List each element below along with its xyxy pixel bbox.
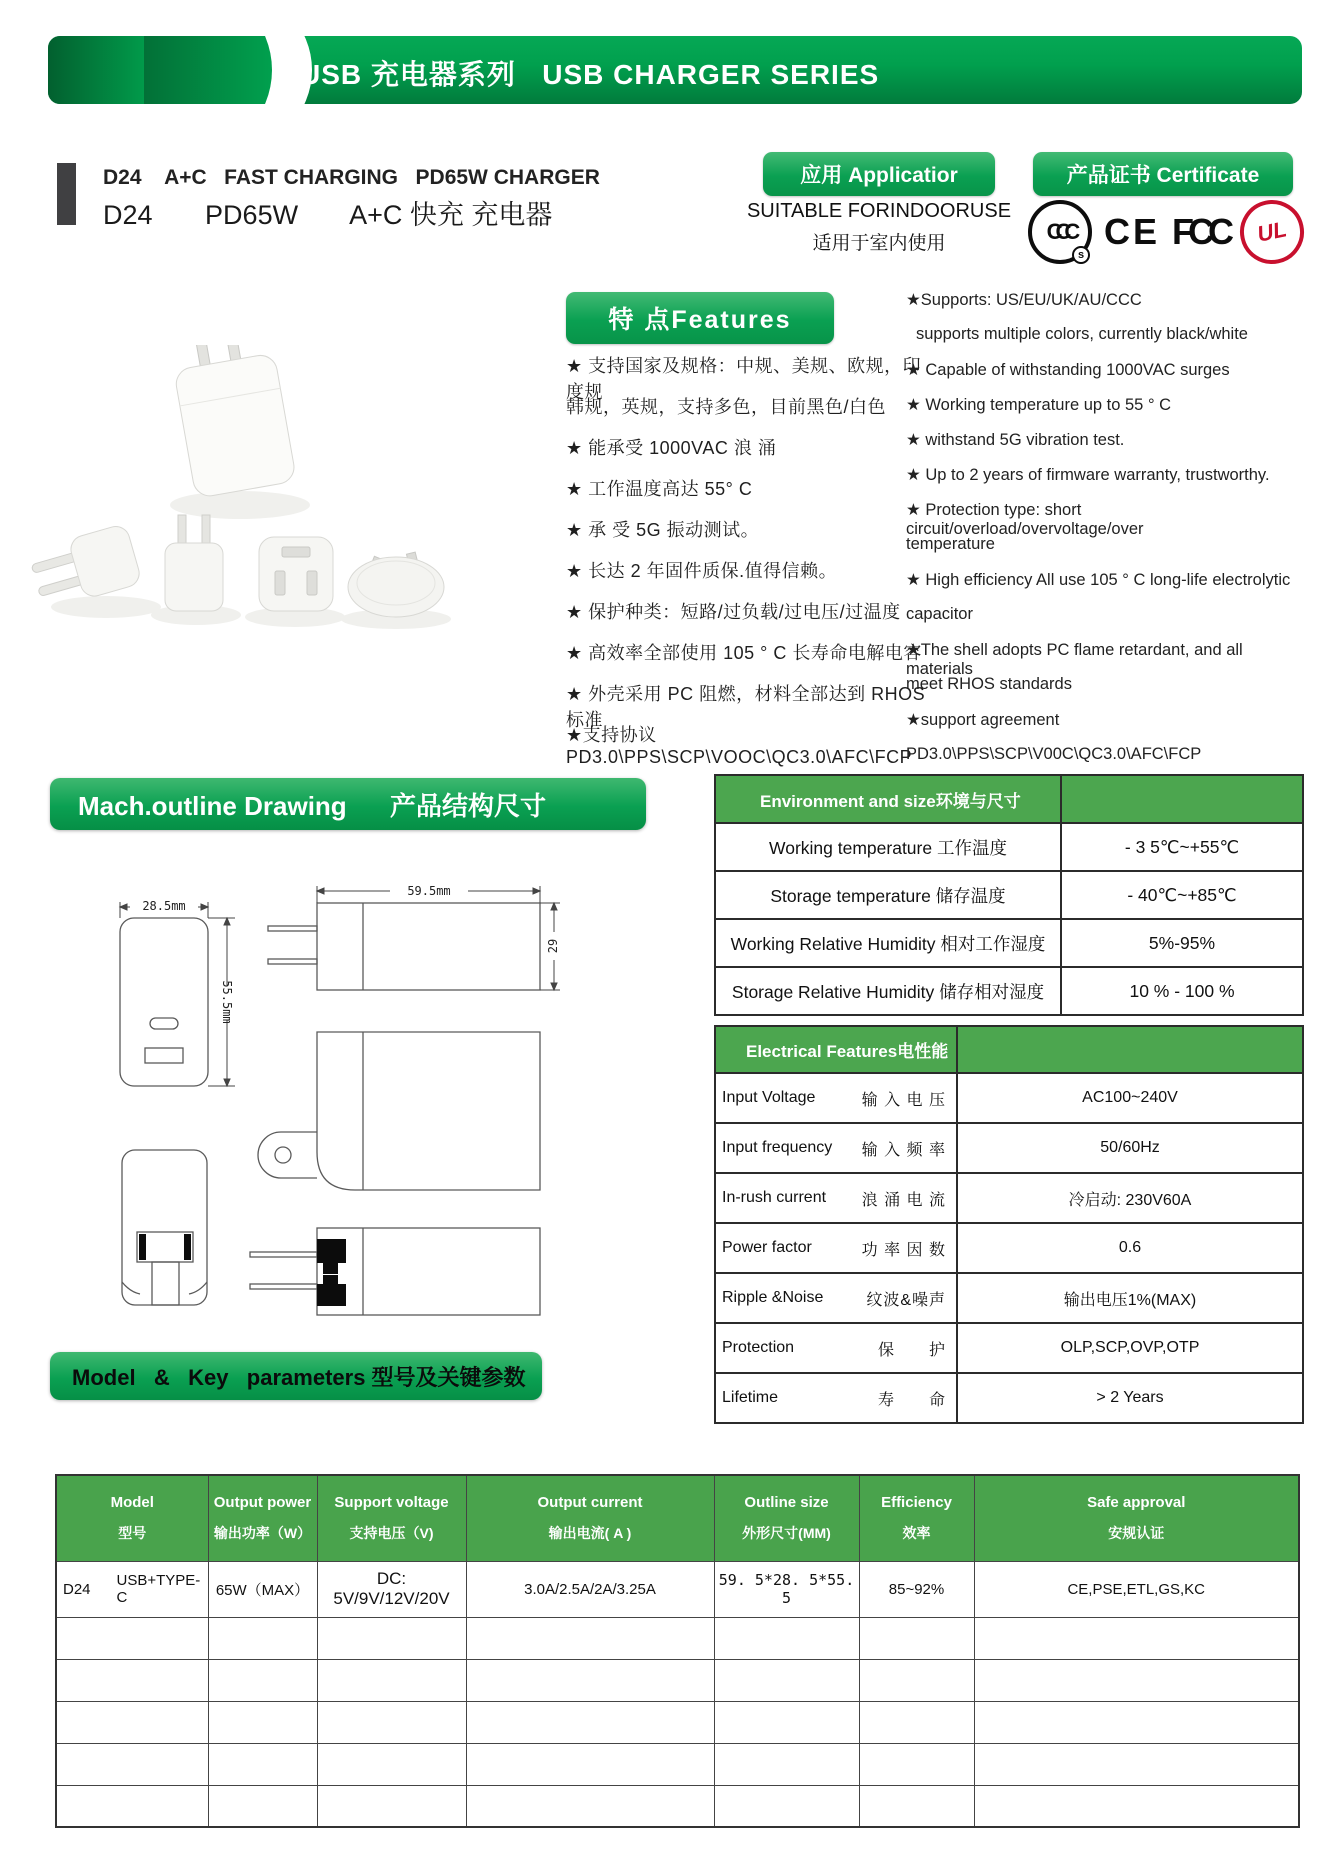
env-label: Storage Relative Humidity 储存相对湿度 [715,967,1061,1015]
empty-cell [859,1701,974,1743]
outline-drawing [90,880,595,1350]
table-row [715,1273,1303,1323]
product-title-zh: D24 PD65W A+C 快充 充电器 [103,200,553,230]
empty-cell [317,1617,466,1659]
elec-label-zh: 保 护 [877,1341,946,1359]
feature-zh-line: ★ 保护种类：短路/过负载/过电压/过温度 [566,602,901,622]
col-header-model [56,1475,208,1561]
dim-thickness-label: 29 [546,938,560,954]
feature-en-line: ★Supports: US/EU/UK/AU/CCC [906,291,1142,309]
ccc-mark-icon [1028,200,1092,264]
table-row [715,1026,1303,1073]
application-badge: 应用 Applicatior [763,152,995,196]
col-header-outline-size [714,1475,859,1561]
empty-cell [317,1785,466,1827]
empty-cell [974,1617,1299,1659]
table-row [715,775,1303,823]
elec-label-zh: 纹波&噪声 [866,1291,946,1309]
feature-zh-line: ★ 高效率全部使用 105 ° C 长寿命电解电容 [566,643,922,663]
feature-zh-line: ★ 长达 2 年固件质保.值得信赖。 [566,561,838,581]
ccc-label: CCC [1046,219,1074,244]
usb-a-port [145,1048,183,1063]
environment-table-title-spacer [1061,775,1303,823]
elec-label-en: Input Voltage [722,1089,816,1106]
feature-zh-line: 韩规，英规，支持多色，目前黑色/白色 [566,397,886,417]
feature-en-line: ★ Protection type: short circuit/overload/overvoltage/over [906,501,1144,538]
empty-cell [56,1743,208,1785]
feature-zh-line: ★支持协议 PD3.0\PPS\SCP\VOOC\QC3.0\AFC\FCP [566,725,913,767]
features-badge: 特 点Features [566,292,834,344]
col-header-en: Support voltage [334,1493,449,1511]
page-title: USB 充电器系列 USB CHARGER SERIES [300,59,880,90]
elec-value: 冷启动: 230V60A [957,1173,1303,1223]
table-row [715,1223,1303,1273]
table-row [715,1373,1303,1423]
elec-label-en: Protection [722,1339,795,1356]
elec-label [715,1323,957,1373]
feature-zh-line: ★ 承 受 5G 振动测试。 [566,520,760,540]
dim-depth-label: 59.5mm [407,884,451,898]
table-row [715,1073,1303,1123]
elec-label [715,1223,957,1273]
empty-row [56,1701,1299,1743]
empty-cell [714,1743,859,1785]
empty-cell [208,1785,317,1827]
elec-label-en: Lifetime [722,1389,779,1406]
model-cell-efficiency: 85~92% [859,1561,974,1617]
outline-drawing-banner: Mach.outline Drawing 产品结构尺寸 [50,778,646,830]
col-header-zh: 输出电流( A ) [548,1524,632,1541]
empty-cell [466,1617,714,1659]
model-cell-power: 65W（MAX） [208,1561,317,1617]
ul-mark-icon: UL [1234,194,1310,270]
col-header-zh: 外形尺寸(MM) [742,1524,831,1541]
feature-zh-line: ★ 工作温度高达 55° C [566,479,753,499]
folding-pin [258,1132,317,1178]
empty-cell [466,1785,714,1827]
feature-en-line: meet RHOS standards [906,675,1072,693]
empty-cell [466,1743,714,1785]
product-photo [18,345,458,640]
empty-cell [208,1701,317,1743]
feature-zh-line: ★ 能承受 1000VAC 浪 涌 [566,438,777,458]
col-header-en: Output power [213,1493,312,1511]
empty-cell [56,1785,208,1827]
col-header-en: Output current [537,1493,643,1511]
feature-en-line: ★ Up to 2 years of firmware warranty, trustworthy. [906,466,1270,484]
environment-table [714,774,1304,1016]
empty-cell [714,1701,859,1743]
env-value: - 40℃~+85℃ [1061,871,1303,919]
elec-value: 0.6 [957,1223,1303,1273]
empty-cell [208,1659,317,1701]
model-ports: USB+TYPE-C [116,1572,201,1606]
empty-cell [466,1701,714,1743]
model-cell-size: 59. 5*28. 5*55. 5 [714,1561,859,1617]
model-cell-voltage: DC: 5V/9V/12V/20V [317,1561,466,1617]
round-plug [348,552,444,617]
elec-value: AC100~240V [957,1073,1303,1123]
empty-cell [56,1659,208,1701]
charger-body [169,345,296,499]
feature-zh-line: ★ 支持国家及规格：中规、美规、欧规，印度规 [566,356,922,402]
empty-cell [714,1659,859,1701]
elec-label-zh: 输 入 频 率 [861,1141,946,1159]
elec-label [715,1173,957,1223]
front-view [120,918,208,1086]
elec-label-zh: 寿 命 [877,1391,946,1409]
feature-en-line: PD3.0\PPS\SCP\V00C\QC3.0\AFC\FCP [906,745,1202,763]
elec-label-en: Ripple &Noise [722,1289,824,1306]
application-note-zh: 适用于室内使用 [812,233,946,254]
elec-label-en: Power factor [722,1239,812,1256]
model-cell-model [56,1561,208,1617]
empty-cell [466,1659,714,1701]
col-header-zh: 输出功率（W） [213,1524,312,1541]
empty-cell [859,1659,974,1701]
model-data-row [56,1561,1299,1617]
empty-cell [317,1743,466,1785]
certification-marks [1028,198,1304,266]
feature-en-line: ★ withstand 5G vibration test. [906,431,1125,449]
elec-label [715,1073,957,1123]
elec-label-en: In-rush current [722,1189,827,1206]
empty-cell [974,1743,1299,1785]
table-row [715,1173,1303,1223]
feature-en-line: ★ Capable of withstanding 1000VAC surges [906,361,1230,379]
empty-cell [974,1659,1299,1701]
env-value: - 3 5℃~+55℃ [1061,823,1303,871]
title-accent-bar [57,163,76,225]
elec-value: > 2 Years [957,1373,1303,1423]
elec-label [715,1273,957,1323]
empty-row [56,1785,1299,1827]
model-parameters-banner: Model & Key parameters 型号及关键参数 [50,1352,542,1400]
table-row [715,1323,1303,1373]
table-row [715,823,1303,871]
empty-cell [974,1701,1299,1743]
elec-label [715,1123,957,1173]
side-view-top [317,903,540,990]
fcc-mark-icon: FCC [1171,211,1228,252]
dim-height-label: 55.5mm [220,980,234,1024]
environment-table-title: Environment and size环境与尺寸 [715,775,1061,823]
product-title-en: D24 A+C FAST CHARGING PD65W CHARGER [103,166,600,189]
empty-cell [974,1785,1299,1827]
empty-cell [714,1617,859,1659]
ccc-sub-label: s [1072,246,1090,264]
us-plug [165,515,223,611]
elec-value: 输出电压1%(MAX) [957,1273,1303,1323]
electrical-table-title: Electrical Features电性能 [715,1026,957,1073]
model-table [55,1474,1300,1828]
col-header-en: Outline size [744,1493,829,1511]
empty-cell [208,1617,317,1659]
table-row [715,967,1303,1015]
elec-label-en: Input frequency [722,1139,833,1156]
env-label: Working temperature 工作温度 [715,823,1061,871]
ce-mark-icon: CE [1103,211,1160,252]
elec-label-zh: 输 入 电 压 [861,1091,946,1109]
feature-en-line: ★The shell adopts PC flame retardant, and all materials [906,641,1243,678]
col-header-en: Efficiency [881,1493,952,1511]
elec-label-zh: 浪 涌 电 流 [861,1191,946,1209]
env-value: 5%-95% [1061,919,1303,967]
dim-width-label: 28.5mm [142,899,186,913]
feature-en-line: ★support agreement [906,711,1060,729]
electrical-table [714,1025,1304,1424]
empty-row [56,1659,1299,1701]
env-label: Storage temperature 储存温度 [715,871,1061,919]
empty-cell [317,1659,466,1701]
model-code: D24 [63,1580,91,1598]
col-header-zh: 效率 [902,1524,931,1541]
elec-label [715,1373,957,1423]
env-value: 10 % - 100 % [1061,967,1303,1015]
empty-cell [859,1743,974,1785]
feature-en-line: supports multiple colors, currently black/white [916,325,1248,343]
front-view-folded [122,1150,207,1305]
elec-value: OLP,SCP,OVP,OTP [957,1323,1303,1373]
col-header-zh: 型号 [118,1524,147,1541]
empty-cell [317,1701,466,1743]
feature-en-line: ★ Working temperature up to 55 ° C [906,396,1172,414]
feature-en-line: temperature [906,535,995,553]
application-note-en: SUITABLE FORINDOORUSE [746,200,1012,222]
empty-cell [208,1743,317,1785]
electrical-table-title-spacer [957,1026,1303,1073]
col-header-zh: 安规认证 [1108,1524,1165,1541]
table-row [715,1123,1303,1173]
feature-zh-line: ★ 外壳采用 PC 阻燃，材料全部达到 RHOS 标准 [566,684,926,730]
empty-cell [56,1701,208,1743]
model-table-header-row [56,1475,1299,1561]
table-row [715,919,1303,967]
header-banner [48,36,1302,104]
col-header-output-current [466,1475,714,1561]
col-header-efficiency [859,1475,974,1561]
header-left-cap [48,36,144,104]
col-header-en: Model [110,1493,154,1511]
env-label: Working Relative Humidity 相对工作湿度 [715,919,1061,967]
uk-plug [259,537,333,611]
empty-cell [56,1617,208,1659]
model-cell-current: 3.0A/2.5A/2A/3.25A [466,1561,714,1617]
col-header-safe-approval [974,1475,1299,1561]
table-row [715,871,1303,919]
type-c-port [150,1018,178,1029]
elec-label-zh: 功 率 因 数 [861,1241,946,1259]
col-header-output-power [208,1475,317,1561]
feature-en-line: capacitor [906,605,973,623]
col-header-en: Safe approval [1087,1493,1186,1511]
side-view-bottom [317,1228,540,1315]
model-cell-approval: CE,PSE,ETL,GS,KC [974,1561,1299,1617]
empty-cell [714,1785,859,1827]
side-view-middle [317,1032,540,1190]
empty-cell [859,1785,974,1827]
col-header-zh: 支持电压（V) [349,1524,434,1541]
elec-value: 50/60Hz [957,1123,1303,1173]
feature-en-line: ★ High efficiency All use 105 ° C long-life electrolytic [906,571,1291,589]
col-header-support-voltage [317,1475,466,1561]
empty-row [56,1617,1299,1659]
certificate-badge: 产品证书 Certificate [1033,152,1293,196]
empty-cell [859,1617,974,1659]
empty-row [56,1743,1299,1785]
